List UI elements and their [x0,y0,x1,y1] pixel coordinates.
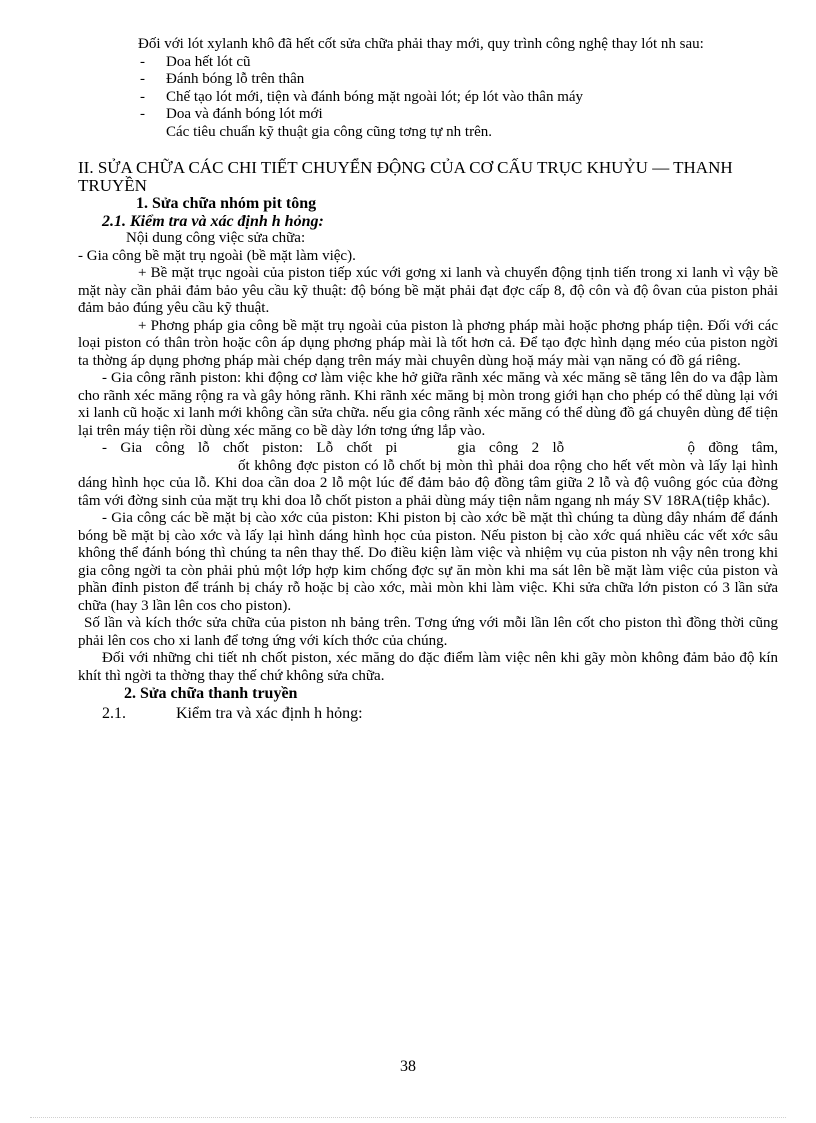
standards-note: Các tiêu chuẩn kỹ thuật gia công cũng tơng tự nh trên. [166,123,492,140]
paragraph-repair-sizes: Số lần và kích thớc sửa chữa của piston nh bảng trên. Tơng ứng với mỗi lần lên cốt cho piston thì đồng thời cũng phải lên cos cho xi lanh để tơng ứng với kích thớc của chúng. [78,615,778,649]
paragraph-ring-groove: - Gia công rãnh piston: khi động cơ làm việc khe hở giữa rãnh xéc măng và xéc măng sẽ tăng lên do va đập làm cho rãnh xéc măng rộng ra và gây hỏng rãnh. Khi rãnh xéc măng bị mòn trong giới hạn cho phép có thể dùng lại với xi lanh cũ hoặc xi lanh mới không cần sửa chữa. nếu gia công rãnh xéc măng có thể dùng đồ gá chuyên dùng để tiện lại trên máy tiện rồi dùng xéc măng co bề dày lớn tơng ứng lắp vào. [78,370,778,439]
list-item: - Doa hết lót cũ [140,53,251,70]
list-item: - Doa và đánh bóng lót mới [140,106,323,122]
list-item: - Chế tạo lót mới, tiện và đánh bóng mặt ngoài lót; ép lót vào thân máy [140,88,584,105]
page-number: 38 [400,1058,416,1075]
intro-paragraph: Đối với lót xylanh khô đã hết cốt sửa chữa phải thay mới, quy trình công nghệ thay lót nh sau: [138,36,704,52]
paragraph-scratches: - Gia công các bề mặt bị cào xớc của piston: Khi piston bị cào xớc bề mặt thì chúng ta dùng dây nhám để đánh bóng bề mặt bị cào xớc và lấy lại hình dáng hình học của piston. Nếu piston bị cào xớc quá nhiều các vết xớc sâu không thể đánh bóng thì chúng ta nên thay thế. Do điều kiện làm việc và nhiệm vụ của piston nh vậy nên trong khi gia công ngời ta còn phải phủ một lớp hợp kim chống đợc sự ăn mòn khi ma sát lên bề mặt làm việc của piston và phần đỉnh piston để tránh bị cháy rỗ hoặc bị cào xớc, mài mòn khi làm việc. Khi sửa chữa lớn piston có 3 lần sửa chữa (hay 3 lần lên cos cho piston). [78,510,778,614]
page-divider [30,1117,786,1118]
procedure-list [78,54,778,124]
subsection-heading-rod-inspection: 2.1. Kiểm tra và xác định h hỏng: [102,704,363,722]
paragraph-other-parts: Đối với những chi tiết nh chốt piston, xéc măng do đặc điểm làm việc nên khi gãy mòn không đảm bảo độ kín khít thì ngời ta thờng thay thế chứ không sửa chữa. [78,650,778,684]
subsection-heading-piston: 1. Sửa chữa nhóm pit tông [136,195,317,212]
paragraph-outer-surface: + Bề mặt trục ngoài của piston tiếp xúc với gơng xi lanh và chuyển động tịnh tiến trong xi lanh vì vậy bề mặt này cần phải đảm bảo yêu cầu kỹ thuật: độ bóng bề mặt phải đạt đợc cấp 8, độ côn và độ ôvan của piston phải đảm bảo đúng yêu cầu kỹ thuật. [78,265,778,316]
paragraph-pin-hole: - Gia công lỗ chốt piston: Lỗ chốt pi gia công 2 lỗ ộ đồng tâm,ốt không đợc piston có lỗ chốt bị mòn thì phải doa rộng cho hết vết mòn và lấy lại hình dáng hình học của lỗ. Khi doa cần doa 2 lỗ một lúc để đảm bảo độ đồng tâm giữa 2 lỗ và độ vuông góc của đờng tâm với đờng sinh của mặt trụ khi doa lỗ chốt piston a phải dùng máy tiện nằm ngang nh máy SV 18RA(tiệp khắc). [78,440,779,509]
section-heading: II. SỬA CHỮA CÁC CHI TIẾT CHUYỂN ĐỘNG CỦA CƠ CẤU TRỤC KHUỶU — THANH TRUYỀN [78,158,733,195]
paragraph-method: + Phơng pháp gia công bề mặt trụ ngoài của piston là phơng pháp mài hoặc phơng pháp tiện. Đối với các loại piston có thân tròn hoặc côn áp dụng phơng pháp mài là tốt hơn cả. Để tạo đợc hình dạng méo của piston ngời ta thờng áp dụng phơng pháp mài chép dạng trên máy mài chuyên dùng hoặ máy mài vạn năng có đồ gá riêng. [78,317,778,369]
paragraph-surface: - Gia công bề mặt trụ ngoài (bề mặt làm việc). [78,247,356,264]
subsection-heading-connecting-rod: 2. Sửa chữa thanh truyền [124,685,298,702]
subsection-heading-inspection: 2.1. Kiểm tra và xác định h hỏng: [102,212,324,230]
list-item: - Đánh bóng lỗ trên thân [140,71,305,87]
document-page [78,36,778,722]
paragraph-content-intro: Nội dung công việc sửa chữa: [126,230,306,246]
